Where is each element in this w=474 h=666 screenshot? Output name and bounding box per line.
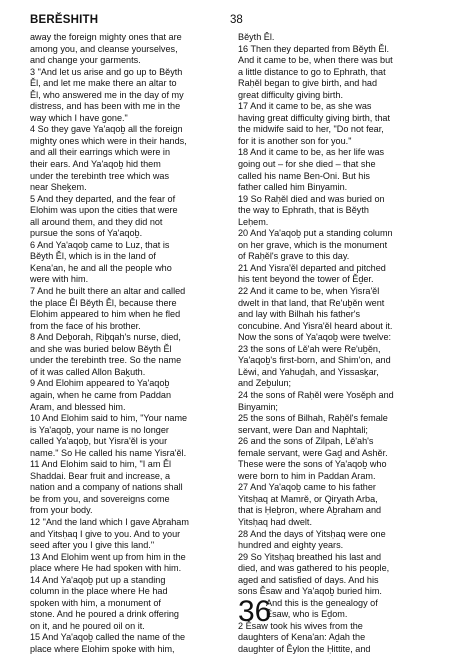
text-line: and change your garments.: [30, 55, 141, 66]
text-line: for it is another son for you.": [238, 135, 352, 146]
text-line: and all their earrings which were in: [30, 147, 171, 158]
text-line: Raḥěl began to give birth, and had: [238, 78, 378, 89]
page-number: 38: [230, 14, 243, 26]
text-line: column in the place where He had: [30, 586, 168, 597]
text-line: 29 So Yitsḥaq breathed his last and: [238, 551, 382, 562]
text-line: 16 Then they departed from Bĕyth Ěl.: [238, 43, 389, 54]
text-line: a little distance to go to Ephrath, that: [238, 66, 386, 77]
text-line: 12 "And the land which I gave Aḇraham: [30, 516, 189, 527]
text-line: 10 And Elohim said to him, "Your name: [30, 413, 188, 424]
text-line: 3 "And let us arise and go up to Bĕyth: [30, 66, 183, 77]
text-line: pursue the sons of Ya'aqoḇ.: [30, 228, 143, 239]
text-line: were born to him in Paddan Aram.: [238, 470, 376, 481]
chapter-intro-text: And this is the genealogy of: [266, 597, 378, 608]
text-line: 24 the sons of Raḥěl were Yosěph and: [238, 389, 394, 400]
text-line: great difficulty giving birth.: [238, 89, 343, 100]
text-line: 11 And Elohim said to him, "I am Ěl: [30, 459, 172, 470]
text-line: 5 And they departed, and the fear of: [30, 193, 176, 204]
text-line: called Ya'aqoḇ, but Yisra'ěl is your: [30, 436, 168, 447]
text-line: Now the sons of Ya'aqoḇ were twelve:: [238, 332, 392, 343]
text-line: concubine. And Yisra'ěl heard about it.: [238, 320, 393, 331]
text-line: having great difficulty giving birth, that: [238, 112, 390, 123]
text-line: from your body.: [30, 505, 93, 516]
text-line: 14 And Ya'aqoḇ put up a standing: [30, 574, 166, 585]
text-line: and Yitsḥaq I give to you. And to your: [30, 528, 181, 539]
text-line: daughter of Ěylon the Ḥittite, and: [238, 643, 371, 654]
text-line: the way to Ephrath, that is Bĕyth: [238, 205, 369, 216]
text-line: 25 the sons of Bilhah, Raḥěl's female: [238, 413, 388, 424]
text-line: that is Ḥeḇron, where Aḇraham and: [238, 505, 382, 516]
text-line: 28 And the days of Yitsḥaq were one: [238, 528, 386, 539]
text-line: again, when he came from Paddan: [30, 389, 172, 400]
text-line: 18 And it came to be, as her life was: [238, 147, 385, 158]
text-line: 9 And Elohim appeared to Ya'aqoḇ: [30, 378, 170, 389]
text-line: spoken with him, a monument of: [30, 597, 161, 608]
text-line: and she was buried below Bĕyth Ěl: [30, 343, 172, 354]
text-line: the place Ěl Bĕyth Ěl, because there: [30, 297, 177, 308]
text-line: mighty ones which were in their hands,: [30, 135, 187, 146]
text-line: 22 And it came to be, when Yisra'ěl: [238, 286, 380, 297]
text-line: and lay with Bilhah his father's: [238, 309, 361, 320]
chapter-intro-text: Ěsaw, who is Eḏom.: [266, 609, 348, 620]
text-line: 23 the sons of Lě'ah were Re'uḇěn,: [238, 343, 381, 354]
text-line: of it was called Allon Baḵuth.: [30, 366, 146, 377]
text-line: all around them, and they did not: [30, 216, 163, 227]
text-line: Bĕyth Ěl, which is in the land of: [30, 251, 156, 262]
text-line: 21 And Yisra'ěl departed and pitched: [238, 262, 386, 273]
text-line: 26 and the sons of Zilpah, Lě'ah's: [238, 436, 374, 447]
text-line: near Sheḵem.: [30, 182, 87, 193]
text-line: died, and was gathered to his people,: [238, 563, 390, 574]
text-line: away the foreign mighty ones that are: [30, 32, 182, 42]
text-line: going out – for she died – that she: [238, 159, 376, 170]
text-line: distress, and has been with me in the: [30, 101, 181, 112]
text-line: among you, and cleanse yourselves,: [30, 43, 178, 54]
text-line: 17 And it came to be, as she was: [238, 101, 372, 112]
text-line: 8 And Deḇorah, Riḇqah's nurse, died,: [30, 332, 181, 343]
text-line: nation and a company of nations shall: [30, 482, 183, 493]
chapter-number: 36: [238, 594, 272, 628]
text-line: daughters of Kena'an: Aḏah the: [238, 632, 366, 643]
text-line: place where He had spoken with him.: [30, 563, 182, 574]
text-line: be from you, and sovereigns come: [30, 493, 170, 504]
text-line: Ya'aqoḇ's first-born, and Shim'on, and: [238, 355, 391, 366]
text-line: 7 And he built there an altar and called: [30, 286, 186, 297]
text-line: 19 So Raḥěl died and was buried on: [238, 193, 385, 204]
text-line: hundred and eighty years.: [238, 540, 344, 551]
text-line: Elohim was upon the cities that were: [30, 205, 178, 216]
text-line: 6 And Ya'aqoḇ came to Luz, that is: [30, 239, 170, 250]
text-line: These were the sons of Ya'aqoḇ who: [238, 459, 387, 470]
text-line: of Raḥěl's grave to this day.: [238, 251, 350, 262]
text-line: 4 So they gave Ya'aqoḇ all the foreign: [30, 124, 183, 135]
text-line: Aram, and blessed him.: [30, 401, 126, 412]
text-line: female servant, were Gaḏ and Ashěr.: [238, 447, 388, 458]
text-line: Yitsḥaq had dwelt.: [238, 516, 312, 527]
text-line: 15 And Ya'aqoḇ called the name of the: [30, 632, 186, 643]
text-line: Ěl, who answered me in the day of my: [30, 89, 184, 100]
text-line: Bĕyth Ěl.: [238, 32, 275, 42]
text-line: father called him Binyamin.: [238, 182, 348, 193]
text-line: on it, and he poured oil on it.: [30, 620, 145, 631]
text-line: the midwife said to her, "Do not fear,: [238, 124, 384, 135]
text-line: Kena'an, he and all the people who: [30, 262, 172, 273]
text-line: 20 And Ya'aqoḇ put a standing column: [238, 228, 393, 239]
text-line: Elohim appeared to him when he fled: [30, 309, 181, 320]
text-line: Shaddai. Bear fruit and increase, a: [30, 470, 171, 481]
text-line: were with him.: [30, 274, 89, 285]
text-line: from the face of his brother.: [30, 320, 141, 331]
text-line: And it came to be, when there was but: [238, 55, 393, 66]
text-line: 13 And Elohim went up from him in the: [30, 551, 186, 562]
text-line: 27 And Ya'aqoḇ came to his father: [238, 482, 376, 493]
text-line: Leḥem.: [238, 216, 269, 227]
text-line: way which I have gone.": [30, 112, 128, 123]
text-line: called his name Ben-Oni. But his: [238, 170, 370, 181]
text-line: name." So He called his name Yisra'ěl.: [30, 447, 187, 458]
text-line: is Ya'aqoḇ, your name is no longer: [30, 424, 169, 435]
text-line: servant, were Dan and Naphtali;: [238, 424, 368, 435]
text-line: aged and satisfied of days. And his: [238, 574, 379, 585]
text-line: Binyamin;: [238, 401, 278, 412]
text-line: 2 Ěsaw took his wives from the: [238, 620, 363, 631]
text-line: Yitsḥaq at Mamrě, or Qiryath Arba,: [238, 493, 378, 504]
text-line: under the terebinth tree which was: [30, 170, 170, 181]
text-line: stone. And he poured a drink offering: [30, 609, 179, 620]
running-head: BERĔSHITH: [30, 14, 99, 26]
text-line: and Zeḇulun;: [238, 378, 292, 389]
text-line: his tent beyond the tower of Ěḏer.: [238, 274, 374, 285]
text-line: on her grave, which is the monument: [238, 239, 388, 250]
text-line: sons Ěsaw and Ya'aqoḇ buried him.: [238, 586, 382, 597]
text-line: dwelt in that land, that Re'uḇěn went: [238, 297, 385, 308]
text-line: Ěl, and let me make there an altar to: [30, 78, 177, 89]
right-column: [238, 32, 432, 656]
text-line: Lěwi, and Yahuḏah, and Yissasḵar,: [238, 366, 379, 377]
text-line: under the terebinth tree. So the name: [30, 355, 182, 366]
text-line: place where Elohim spoke with him,: [30, 643, 175, 654]
left-column: [30, 32, 224, 656]
text-line: seed after you I give this land.": [30, 540, 155, 551]
right-column-upper-text: [238, 32, 432, 598]
text-line: their ears. And Ya'aqoḇ hid them: [30, 159, 161, 170]
